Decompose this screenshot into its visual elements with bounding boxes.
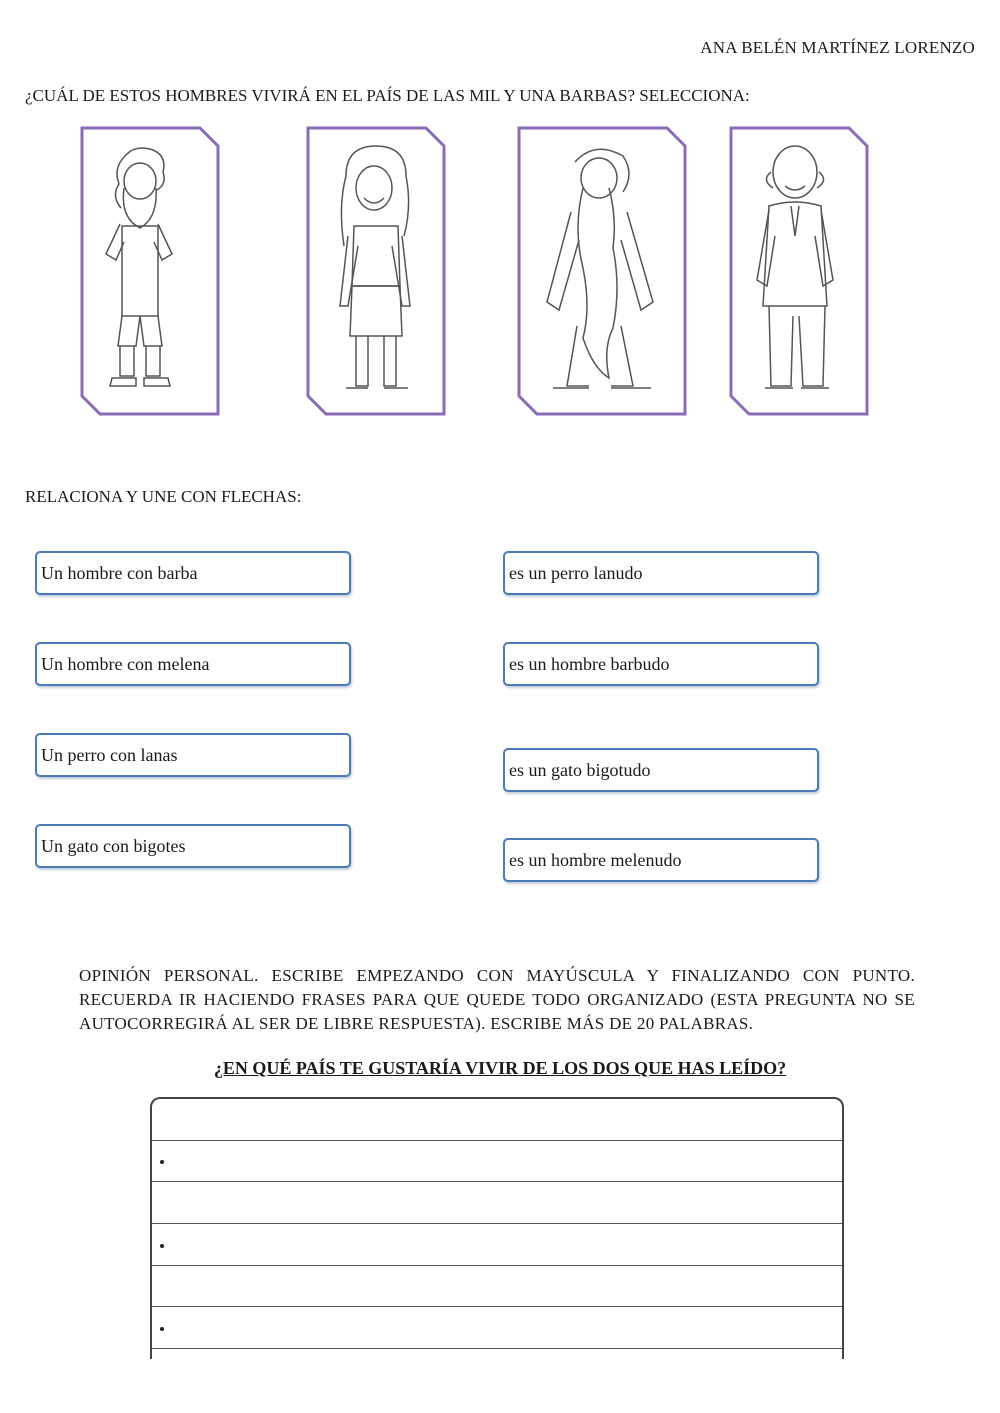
answer-input[interactable] bbox=[152, 1099, 842, 1359]
bearded-man-illustration bbox=[80, 126, 220, 416]
option-card-bearded-man[interactable] bbox=[80, 126, 220, 416]
option-card-long-haired-man[interactable] bbox=[306, 126, 446, 416]
match-right-item-2[interactable]: es un hombre barbudo bbox=[503, 642, 819, 686]
author-name: ANA BELÉN MARTÍNEZ LORENZO bbox=[700, 38, 975, 57]
match-right-item-4[interactable]: es un hombre melenudo bbox=[503, 838, 819, 882]
bald-man-illustration bbox=[729, 126, 869, 416]
question-1-text: ¿CUÁL DE ESTOS HOMBRES VIVIRÁ EN EL PAÍS DE LAS MIL Y UNA BARBAS? SELECCIONA: bbox=[25, 86, 750, 105]
match-right-item-3[interactable]: es un gato bigotudo bbox=[503, 748, 819, 792]
match-left-item-4[interactable]: Un gato con bigotes bbox=[35, 824, 351, 868]
option-card-bald-man[interactable] bbox=[729, 126, 869, 416]
answer-writing-area[interactable] bbox=[150, 1097, 844, 1359]
opinion-instructions: OPINIÓN PERSONAL. ESCRIBE EMPEZANDO CON MAYÚSCULA Y FINALIZANDO CON PUNTO. RECUERDA IR HACIENDO FRASES PARA QUE QUEDE TODO ORGANIZADO (ESTA PREGUNTA NO SE AUTOCORREGIRÁ AL SER DE LIBRE RESPUESTA). ESCRIBE MÁS DE 20 PALABRAS. bbox=[79, 966, 915, 1033]
question-2-text: RELACIONA Y UNE CON FLECHAS: bbox=[25, 487, 302, 506]
match-left-item-3[interactable]: Un perro con lanas bbox=[35, 733, 351, 777]
long-haired-man-illustration bbox=[306, 126, 446, 416]
question-3-title: ¿EN QUÉ PAÍS TE GUSTARÍA VIVIR DE LOS DOS QUE HAS LEÍDO? bbox=[213, 1058, 787, 1078]
match-left-item-1[interactable]: Un hombre con barba bbox=[35, 551, 351, 595]
match-right-item-1[interactable]: es un perro lanudo bbox=[503, 551, 819, 595]
long-beard-man-illustration bbox=[517, 126, 687, 416]
match-left-item-2[interactable]: Un hombre con melena bbox=[35, 642, 351, 686]
option-card-long-beard-man[interactable] bbox=[517, 126, 687, 416]
